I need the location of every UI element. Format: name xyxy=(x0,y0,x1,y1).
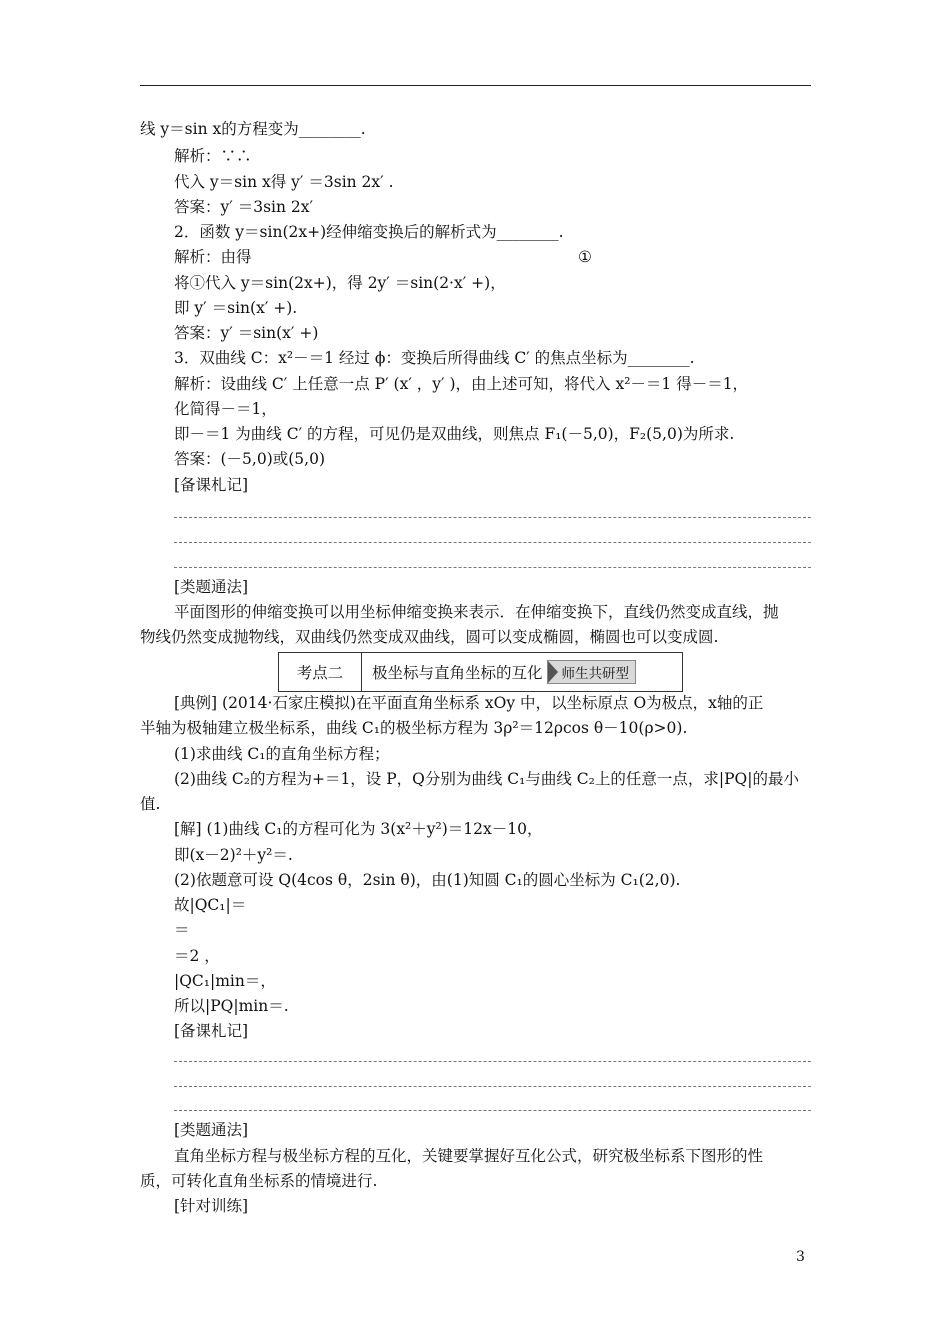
text-line: 质，可转化直角坐标系的情境进行. xyxy=(140,1172,378,1190)
text-line: ＝ xyxy=(174,921,190,939)
text-line: 即－＝1 为曲线 C′ 的方程，可见仍是双曲线，则焦点 F₁(－5,0)，F₂(5,0)为所求. xyxy=(174,425,735,443)
method-heading: [类题通法] xyxy=(174,1121,249,1139)
note-line xyxy=(174,1061,811,1062)
text-line: 故|QC₁|＝ xyxy=(174,896,247,914)
text-line: 直角坐标方程与极坐标方程的互化，关键要掌握好互化公式，研究极坐标系下图形的性 xyxy=(174,1147,764,1165)
text-line: (2)依题意可设 Q(4cos θ，2sin θ)，由(1)知圆 C₁的圆心坐标为 C₁(2,0). xyxy=(174,871,681,889)
text-line: 解析：∵∴ xyxy=(174,147,252,165)
note-line xyxy=(174,542,811,543)
notes-heading: [备课札记] xyxy=(174,476,249,494)
section-tag xyxy=(547,660,637,684)
section-box xyxy=(278,652,683,692)
section-tag-label: 师生共研型 xyxy=(561,666,630,682)
notes-heading: [备课札记] xyxy=(174,1022,249,1040)
page-number: 3 xyxy=(796,1249,805,1265)
text-line: 答案：y′ ＝sin(x′ +) xyxy=(174,324,319,342)
text-line: 化简得－＝1， xyxy=(174,400,277,418)
section-label: 考点二 xyxy=(279,653,362,691)
practice-heading: [针对训练] xyxy=(174,1197,249,1215)
header-rule xyxy=(140,85,811,86)
method-heading: [类题通法] xyxy=(174,578,249,596)
text-line: (2)曲线 C₂的方程为+＝1，设 P，Q分别为曲线 C₁与曲线 C₂上的任意一点，求|PQ|的最小 xyxy=(174,770,799,788)
note-line xyxy=(174,1086,811,1087)
example-line: [典例] (2014·石家庄模拟)在平面直角坐标系 xOy 中，以坐标原点 O为极点，x轴的正 xyxy=(174,694,764,712)
section-title: 极坐标与直角坐标的互化 xyxy=(372,664,543,682)
text-line: 值. xyxy=(140,795,161,813)
play-arrow-icon xyxy=(548,661,558,683)
text-line: 将①代入 y＝sin(2x+)，得 2y′ ＝sin(2·x′ +)， xyxy=(174,274,506,292)
text-line: ＝2 ， xyxy=(174,947,220,965)
text-line: 物线仍然变成抛物线，双曲线仍然变成双曲线，圆可以变成椭圆，椭圆也可以变成圆. xyxy=(140,628,719,646)
text-line: 答案：(－5,0)或(5,0) xyxy=(174,450,325,468)
text-line: 解析：设曲线 C′ 上任意一点 P′ (x′ ，y′ )，由上述可知，将代入 x²－＝1 得－＝1， xyxy=(174,375,749,393)
section-title-cell xyxy=(362,653,682,691)
text-line: 解析：由得 xyxy=(174,248,252,266)
text-line: 所以|PQ|min＝. xyxy=(174,997,289,1015)
text-line: 2．函数 y＝sin(2x+)经伸缩变换后的解析式为________. xyxy=(174,223,564,241)
text-line: 答案：y′ ＝3sin 2x′ xyxy=(174,198,314,216)
note-line xyxy=(174,567,811,568)
text-line: (1)求曲线 C₁的直角坐标方程； xyxy=(174,745,390,763)
note-line xyxy=(174,517,811,518)
text-line: 即 y′ ＝sin(x′ +). xyxy=(174,299,298,317)
text-line: 平面图形的伸缩变换可以用坐标伸缩变换来表示．在伸缩变换下，直线仍然变成直线，抛 xyxy=(174,603,779,621)
text-line: 3．双曲线 C：x²－＝1 经过 ϕ：变换后所得曲线 C′ 的焦点坐标为________. xyxy=(174,349,695,367)
solution-line: [解] (1)曲线 C₁的方程可化为 3(x²＋y²)＝12x－10， xyxy=(174,820,543,838)
text-line: |QC₁|min＝， xyxy=(174,972,276,990)
text-line: 线 y＝sin x的方程变为________. xyxy=(140,120,366,138)
text-line: 代入 y＝sin x得 y′ ＝3sin 2x′ . xyxy=(174,173,394,191)
text-line: 半轴为极轴建立极坐标系，曲线 C₁的极坐标方程为 3ρ²＝12ρcos θ－10(ρ>0). xyxy=(140,719,688,737)
note-line xyxy=(174,1110,811,1111)
text-line: 即(x－2)²＋y²＝. xyxy=(174,846,293,864)
equation-marker: ① xyxy=(578,248,592,266)
